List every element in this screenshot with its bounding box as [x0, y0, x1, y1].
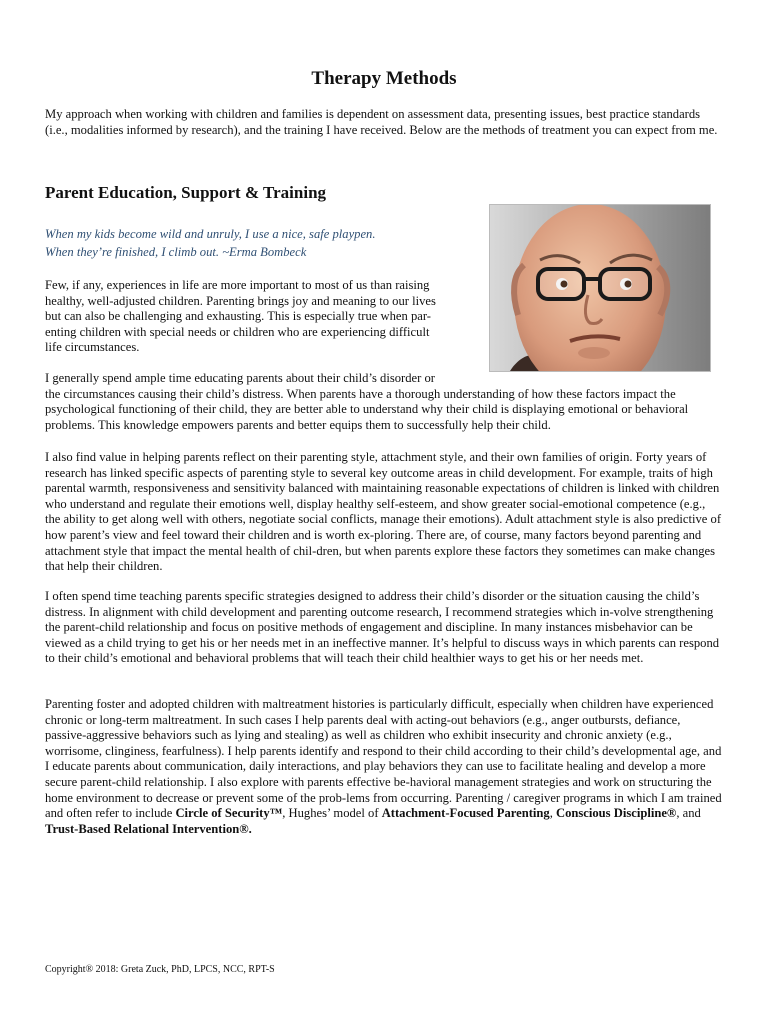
page-title: Therapy Methods — [311, 68, 457, 89]
paragraph-1-line: but can also be challenging and exhausting. This is especially true when par- — [45, 309, 431, 324]
quote-line-2: When they’re finished, I climb out. ~Erma Bombeck — [45, 245, 307, 259]
paragraph-5-text: Parenting foster and adopted children with maltreatment histories is particularly difficult, especially when children have experienced chronic or long-term maltreatment. In such cases I help parents deal with acting-out behaviors (e.g., anger outbursts, defiance, passive-aggressive behaviors such as lying and stealing) as well as children who exhibit insecurity and chronic anxiety (e.g., worrisome, clinginess, fearfulness). I help parents identify and respond to their child according to their child’s developmental age, and I educate parents about communication, daily interactions, and play behaviors they can use to facilitate healing and develop a more secure parent-child relationship. I also explore with parents effective be-havioral management strategies and work on structuring the home environment to decrease or prevent some of the prob-lems from occurring. Parenting / caregiver programs in which I am trained and often refer to include — [45, 697, 722, 821]
separator: , and — [676, 806, 701, 821]
paragraph-2 — [45, 371, 723, 433]
paragraph-2-rest: the circumstances causing their child’s distress. When parents have a thorough understanding of how these factors impact the psychological functioning of their child, they are better able to understand why their child is displaying emotional or behavioral problems. This knowledge empowers parents and better equips them to successfully help their child. — [45, 386, 689, 432]
paragraph-1-line: enting children with special needs or children who are experiencing difficult — [45, 324, 430, 339]
program-conscious-discipline: Conscious Discipline® — [556, 806, 677, 821]
paragraph-1-line: Few, if any, experiences in life are more important to most of us than raising — [45, 278, 430, 292]
paragraph-1-line: life circumstances. — [45, 340, 140, 355]
copyright-footer: Copyright® 2018: Greta Zuck, PhD, LPCS, NCC, RPT-S — [45, 964, 275, 975]
paragraph-1-line: healthy, well-adjusted children. Parenting brings joy and meaning to our lives — [45, 293, 436, 308]
paragraph-2-first-line: I generally spend ample time educating parents about their child’s disorder or — [45, 371, 435, 385]
separator: , — [549, 806, 556, 821]
quote-line-1: When my kids become wild and unruly, I use a nice, safe playpen. — [45, 227, 376, 241]
portrait-photo — [489, 204, 711, 372]
program-trust-based-relational-intervention: Trust-Based Relational Intervention®. — [45, 821, 252, 836]
paragraph-3: I also find value in helping parents reflect on their parenting style, attachment style, and their own families of origin. Forty years of research has linked specific aspects of parenting style to several key outcome areas in child development. For example, traits of high parental warmth, responsiveness and sensitivity balanced with maintaining reasonable expectations of children is linked with children who understand and regulate their emotions well, display healthy self-esteem, and show greater social-emotional competence (e.g., the ability to get along well with others, negotiate social conflicts, manage their emotions). Adult attachment style is also predictive of how parent’s view and feel toward their children and is worth ex-ploring. There are, of course, many factors beyond parenting and attachment style that impact the mental health of chil-dren, but when parents explore these factors they sometimes can make changes that help their children. — [45, 450, 722, 574]
separator: , Hughes’ model of — [282, 806, 382, 821]
program-attachment-focused-parenting: Attachment-Focused Parenting — [381, 806, 550, 821]
bald-man-with-glasses-image — [490, 205, 710, 371]
program-circle-of-security: Circle of Security™ — [175, 806, 283, 821]
paragraph-5 — [45, 697, 723, 837]
paragraph-4: I often spend time teaching parents specific strategies designed to address their child’s disorder or the situation causing the child’s distress. In alignment with child development and parenting outcome research, I recommend strategies which in-volve strengthening the parent-child relationship and focus on positive methods of engagement and discipline. In many instances misbehavior can be viewed as a child trying to get his or her needs met in an ineffective manner. It’s helpful to discuss ways in which parents can respond to their child’s emotional and behavioral problems that will teach their child healthier ways to get his or her needs met. — [45, 589, 720, 666]
intro-paragraph: My approach when working with children and families is dependent on assessment data, presenting issues, best practice standards (i.e., modalities informed by research), and the training I have received. Below are the methods of treatment you can expect from me. — [45, 107, 718, 137]
section-heading: Parent Education, Support & Training — [45, 183, 327, 202]
epigraph-quote — [45, 225, 475, 261]
paragraph-1 — [45, 278, 477, 356]
